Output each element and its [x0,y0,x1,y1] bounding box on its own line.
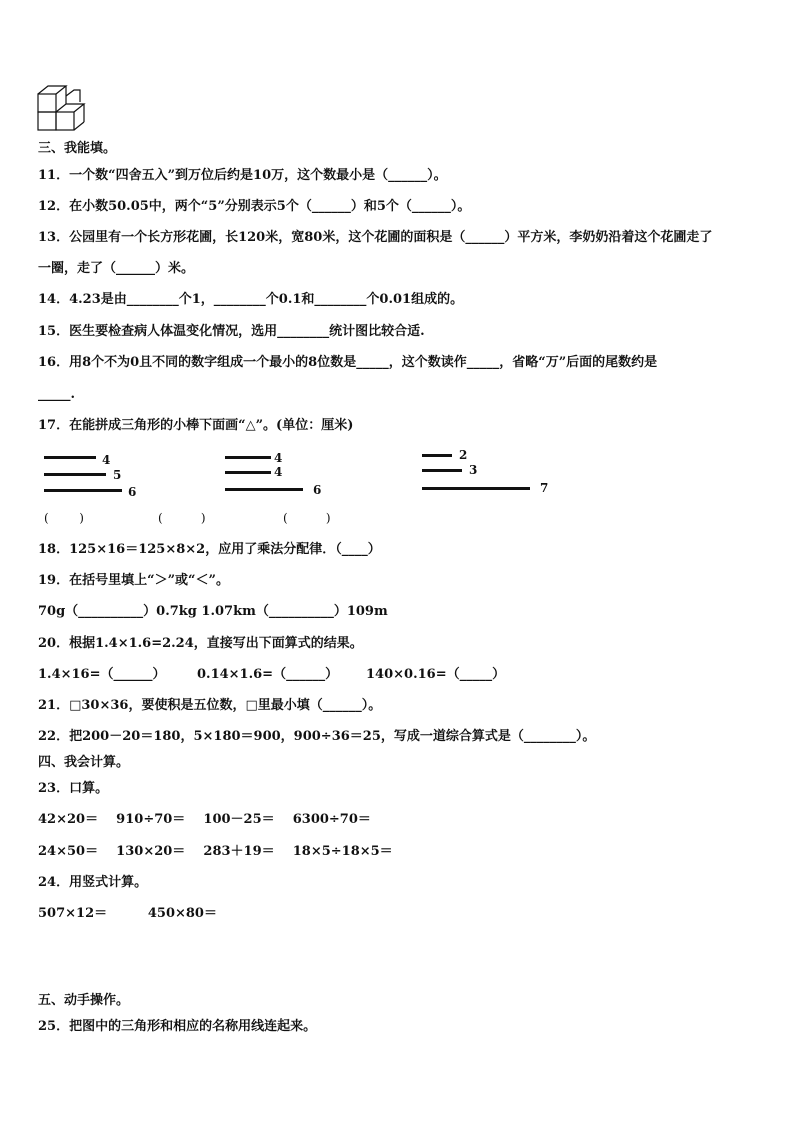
question-20-item-b: 0.14×1.6=（______） [197,667,339,682]
question-21: 21．□30×36，要使积是五位数，□里最小填（______）。 [38,698,382,713]
stick-label: 6 [313,483,322,497]
stick [225,488,303,491]
stick [422,469,462,472]
question-15: 15．医生要检查病人体温变化情况，选用________统计图比较合适. [38,324,425,339]
stick-label: 3 [469,463,478,477]
question-22: 22．把200－20＝180，5×180＝900，900÷36＝25，写成一道综合算式是（________）。 [38,729,596,744]
stick [422,454,452,457]
question-16-line-2: _____. [38,387,76,402]
question-23-row-1: 42×20＝ 910÷70＝ 100－25＝ 6300÷70＝ [38,812,371,827]
question-11: 11．一个数“四舍五入”到万位后约是10万，这个数最小是（______）。 [38,168,447,183]
stick-label: 5 [113,468,122,482]
question-20: 20．根据1.4×1.6=2.24，直接写出下面算式的结果。 [38,636,363,651]
stick [225,471,271,474]
stick-label: 4 [274,465,283,479]
question-25: 25．把图中的三角形和相应的名称用线连起来。 [38,1019,317,1034]
question-23-row-2: 24×50＝ 130×20＝ 283＋19＝ 18×5÷18×5＝ [38,844,393,859]
question-24-row: 507×12＝ 450×80＝ [38,906,217,921]
stick [44,489,122,492]
question-23: 23．口算。 [38,781,109,796]
stick-label: 4 [102,453,111,467]
stick-label: 4 [274,451,283,465]
section-5-title: 五、动手操作。 [38,993,130,1008]
stick [44,473,106,476]
answer-paren[interactable]: ( ) [158,511,206,525]
section-3-title: 三、我能填。 [38,141,117,156]
question-19: 19．在括号里填上“＞”或“＜”。 [38,573,230,588]
question-16-line-1: 16．用8个不为0且不同的数字组成一个最小的8位数是_____，这个数读作_____，省略“万”后面的尾数约是 [38,355,658,370]
question-14: 14．4.23是由________个1，________个0.1和________个0.01组成的。 [38,292,464,307]
question-13-line-2: 一圈，走了（______）米。 [38,261,195,276]
answer-paren[interactable]: ( ) [283,511,331,525]
question-18: 18．125×16＝125×8×2，应用了乘法分配律．（____） [38,542,381,557]
question-13-line-1: 13．公园里有一个长方形花圃，长120米，宽80米，这个花圃的面积是（______）平方米，李奶奶沿着这个花圃走了 [38,230,713,245]
stick-label: 6 [128,485,137,499]
answer-paren[interactable]: ( ) [44,511,84,525]
question-24: 24．用竖式计算。 [38,875,148,890]
question-17: 17．在能拼成三角形的小棒下面画“△”。(单位：厘米) [38,418,354,433]
question-12: 12．在小数50.05中，两个“5”分别表示5个（______）和5个（______）。 [38,199,471,214]
stick-label: 2 [459,448,468,462]
stick [422,487,530,490]
question-20-item-a: 1.4×16=（______） [38,667,166,682]
stick [44,456,96,459]
section-4-title: 四、我会计算。 [38,755,130,770]
question-19-items: 70g（__________）0.7kg 1.07km（__________）109m [38,604,388,619]
stick [225,456,271,459]
question-20-item-c: 140×0.16=（_____） [366,667,506,682]
cube-stack-figure [36,82,96,134]
stick-label: 7 [540,481,549,495]
